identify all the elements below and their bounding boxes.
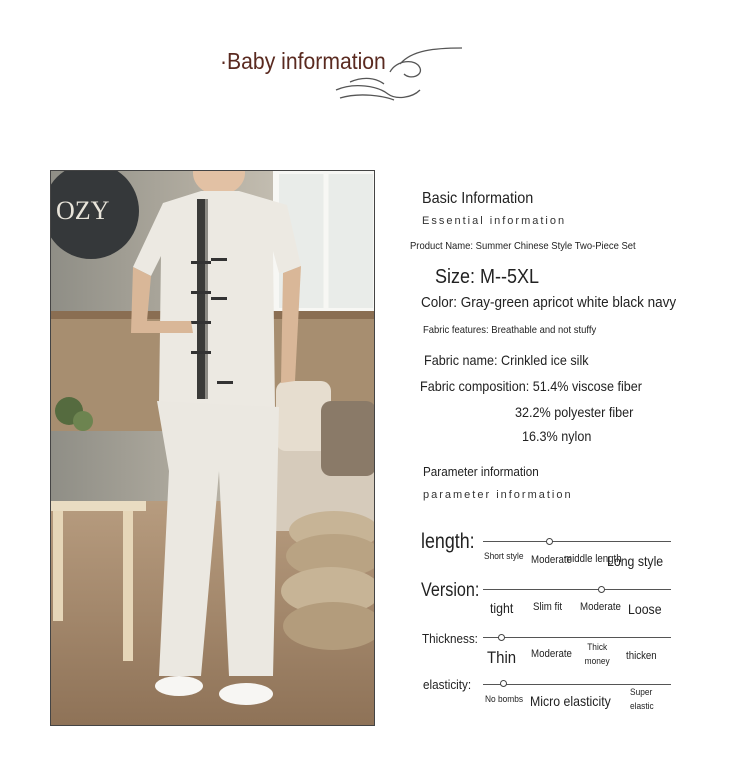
version-option: tight xyxy=(490,600,514,616)
thickness-option: Moderate xyxy=(531,648,572,660)
elasticity-selected-dot xyxy=(500,680,507,687)
elasticity-scale-line xyxy=(483,684,671,685)
fabric-name: Fabric name: Crinkled ice silk xyxy=(424,352,589,368)
thickness-option: Thin xyxy=(487,648,517,667)
version-scale-line xyxy=(483,589,671,590)
version-label: Version: xyxy=(421,580,480,601)
product-photo-illustration xyxy=(51,171,375,726)
version-option: Loose xyxy=(628,601,662,617)
page-title: ·Baby information xyxy=(220,48,386,74)
size-info: Size: M--5XL xyxy=(435,266,540,288)
length-label: length: xyxy=(421,530,475,553)
elasticity-option: Super elastic xyxy=(630,687,654,712)
fabric-composition: Fabric composition: 51.4% viscose fiber xyxy=(420,378,643,394)
fabric-composition-line-2: 32.2% polyester fiber xyxy=(515,404,634,420)
fabric-features: Fabric features: Breathable and not stuffy xyxy=(423,324,597,336)
parameter-heading: Parameter information xyxy=(423,464,539,479)
version-option: Moderate xyxy=(580,601,621,613)
version-option: Slim fit xyxy=(533,601,563,613)
product-name: Product Name: Summer Chinese Style Two-Piece Set xyxy=(410,240,636,252)
length-option: Short style xyxy=(484,551,524,562)
elasticity-label: elasticity: xyxy=(423,677,472,692)
fabric-composition-line-3: 16.3% nylon xyxy=(522,428,592,444)
elasticity-option: No bombs xyxy=(485,694,524,705)
length-scale-line xyxy=(483,541,671,542)
length-option: Long style xyxy=(607,553,664,569)
parameter-subheading: parameter information xyxy=(423,489,573,501)
basic-info-heading: Basic Information xyxy=(422,190,534,207)
cloud-ornament-icon xyxy=(330,42,465,104)
version-selected-dot xyxy=(598,586,605,593)
length-option: middle length xyxy=(564,553,622,565)
color-info: Color: Gray-green apricot white black navy xyxy=(421,294,677,311)
elasticity-option: Micro elasticity xyxy=(530,693,611,709)
basic-info-subheading: Essential information xyxy=(422,215,567,227)
thickness-option: Thick money xyxy=(584,642,610,667)
length-option: Moderate xyxy=(531,554,572,566)
product-photo xyxy=(50,170,375,726)
thickness-scale-line xyxy=(483,637,671,638)
thickness-option: thicken xyxy=(626,650,657,662)
thickness-selected-dot xyxy=(498,634,505,641)
sign-text: OZY xyxy=(56,196,110,225)
thickness-label: Thickness: xyxy=(422,631,478,646)
length-selected-dot xyxy=(546,538,553,545)
